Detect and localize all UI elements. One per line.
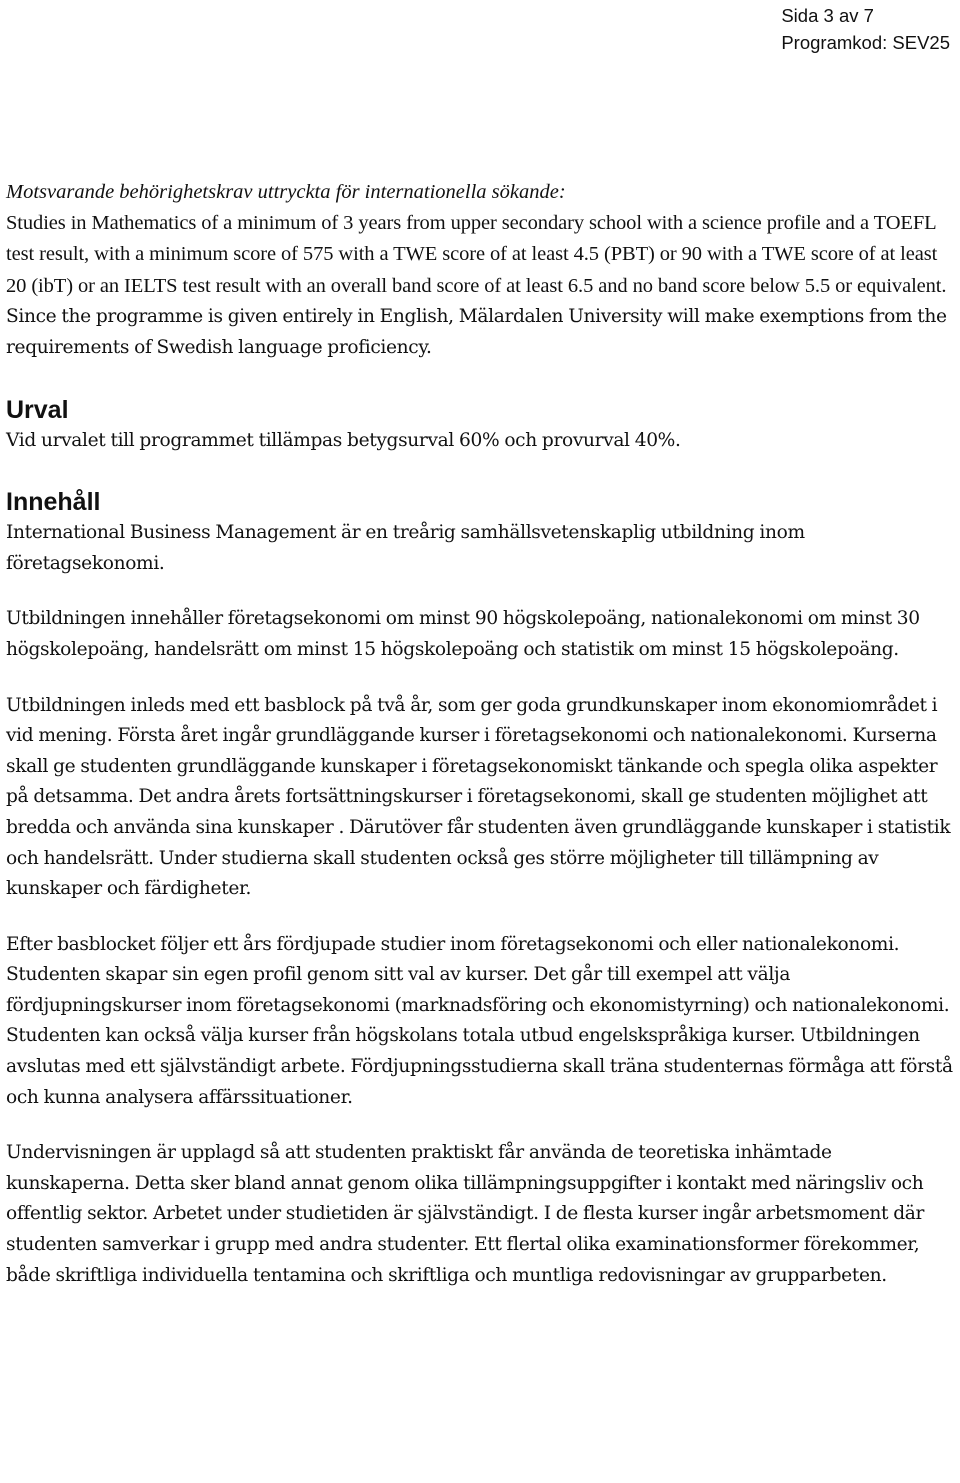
innehall-paragraph: Efter basblocket följer ett års fördjupade studier inom företagsekonomi och eller nationalekonomi. Studenten skapar sin egen profil genom sitt val av kurser. Det går till exempel att välja fördjupningskurser inom företagsekonomi (marknadsföring och ekonomistyrning) och nationalekonomi. Studenten kan också välja kurser från högskolans totala utbud engelskspråkiga kurser. Utbildningen avslutas med ett självständigt arbete. Fördjupningsstudierna skall träna studenternas förmåga att förstå och kunna analysera affärssituationer. (6, 933, 953, 1108)
innehall-paragraph: Utbildningen innehåller företagsekonomi om minst 90 högskolepoäng, nationalekonomi om minst 30 högskolepoäng, handelsrätt om minst 15 högskolepoäng och statistik om minst 15 högskolepoäng. (6, 608, 920, 660)
urval-heading: Urval (6, 395, 69, 424)
program-code: Programkod: SEV25 (781, 32, 950, 53)
language-exemption-text: Since the programme is given entirely in English, Mälardalen University will make exemptions from the requirements of Swedish language proficiency. (6, 306, 947, 358)
international-requirements (6, 177, 958, 364)
international-requirements-title: Motsvarande behörighetskrav uttryckta för internationella sökande: (6, 181, 566, 203)
innehall-paragraph: International Business Management är en treårig samhällsvetenskaplig utbildning inom företagsekonomi. (6, 522, 805, 574)
innehall-heading: Innehåll (6, 488, 101, 517)
international-requirements-text: Studies in Mathematics of a minimum of 3 years from upper secondary school with a science profile and a TOEFL test result, with a minimum score of 575 with a TWE score of at least 4.5 (PBT) or 90 with a TWE score of at least 20 (ibT) or an IELTS test result with an overall band score of at least 6.5 and no band score below 5.5 or equivalent. (6, 211, 947, 297)
innehall-paragraph: Undervisningen är upplagd så att studenten praktiskt får använda de teoretiska inhämtade kunskaperna. Detta sker bland annat genom olika tillämpningsuppgifter i kontakt med näringsliv och offentlig sektor. Arbetet under studietiden är självständigt. I de flesta kurser ingår arbetsmoment där studenten samverkar i grupp med andra studenter. Ett flertal olika examinationsformer förekommer, både skriftliga individuella tentamina och skriftliga och muntliga redovisningar av grupparbeten. (6, 1142, 925, 1286)
page-header (781, 2, 950, 56)
innehall-paragraph: Utbildningen inleds med ett basblock på två år, som ger goda grundkunskaper inom ekonomiområdet i vid mening. Första året ingår grundläggande kurser i företagsekonomi och nationalekonomi. Kurserna skall ge studenten grundläggande kunskaper i företagsekonomiskt tänkande och spegla olika aspekter på detsamma. Det andra årets fortsättningskurser i företagsekonomi, skall ge studenten möjlighet att bredda och använda sina kunskaper . Därutöver får studenten även grundläggande kunskaper i statistik och handelsrätt. Under studierna skall studenten också ges större möjligheter till tillämpning av kunskaper och färdigheter. (6, 694, 951, 900)
document-body (6, 177, 958, 1291)
urval-text: Vid urvalet till programmet tillämpas betygsurval 60% och provurval 40%. (6, 429, 681, 451)
page-number: Sida 3 av 7 (781, 5, 874, 26)
